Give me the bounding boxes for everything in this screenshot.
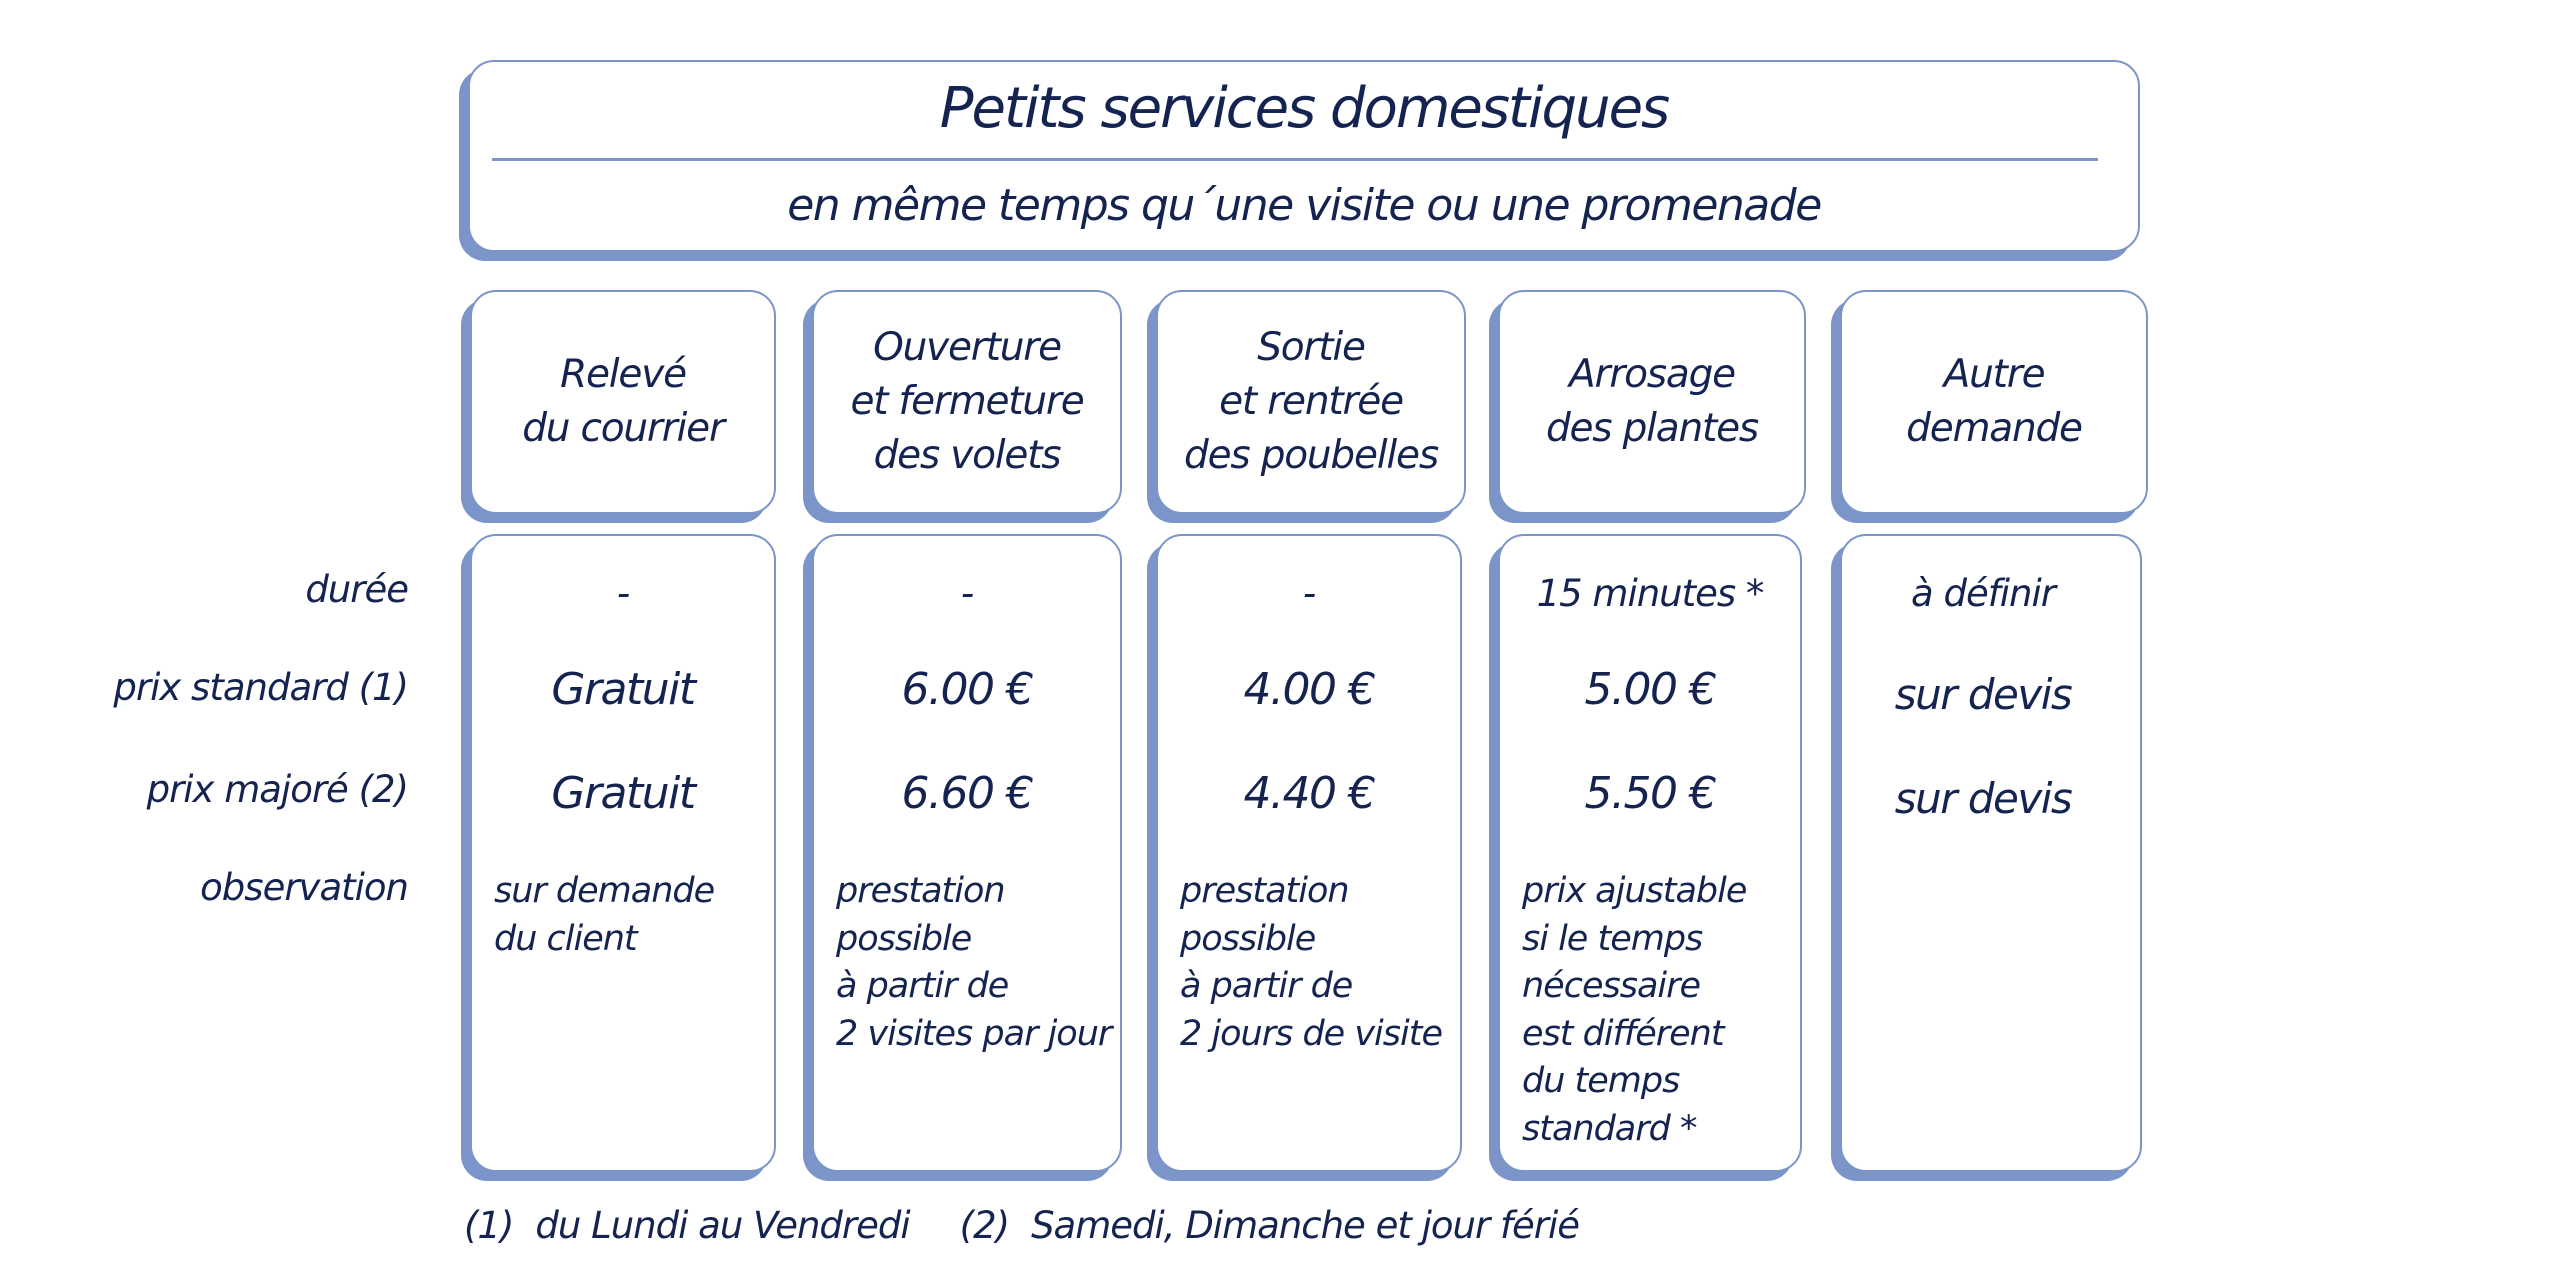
observation-text [1180,868,1442,1058]
standard-price-value: 4.00 € [1243,664,1375,715]
row-label-increased-price: prix majoré (2) [146,768,408,811]
increased-price-value: sur devis [1894,774,2072,823]
observation-line: du client [494,918,637,959]
observation-text [1522,868,1746,1153]
service-header-plants [1498,290,1806,514]
service-body-plants [1498,534,1802,1172]
page-subtitle: en même temps qu´une visite ou une promenade [787,180,1821,231]
observation-line: possible [836,918,972,959]
observation-line: si le temps [1522,918,1703,959]
service-title-line: des plantes [1545,406,1759,451]
service-title-line: demande [1906,406,2082,451]
footnote-2-text: Samedi, Dimanche et jour férié [1031,1204,1579,1247]
service-header-other [1840,290,2148,514]
observation-line: nécessaire [1522,966,1701,1006]
row-label-duration: durée [305,568,408,611]
observation-line: possible [1180,918,1316,959]
service-title-line: et rentrée [1219,379,1403,424]
page-title: Petits services domestiques [939,76,1669,141]
observation-line: à partir de [1180,966,1353,1006]
observation-line: 2 jours de visite [1180,1013,1442,1054]
standard-price-value: sur devis [1894,670,2072,719]
observation-text [494,868,714,963]
standard-price-value: 6.00 € [901,664,1033,715]
observation-line: à partir de [836,966,1009,1006]
increased-price-value: 6.60 € [901,768,1033,819]
footnote-2-number: (2) [959,1204,1010,1247]
increased-price-value: Gratuit [551,768,695,819]
service-body-bins [1156,534,1462,1172]
footnotes [464,1204,1579,1247]
service-title-line: Arrosage [1569,352,1735,397]
service-header-mail [470,290,776,514]
standard-price-value: Gratuit [551,664,695,715]
row-label-observation: observation [200,866,408,909]
service-title-line: et fermeture [850,379,1084,424]
observation-line: standard * [1522,1108,1697,1149]
row-label-standard-price: prix standard (1) [113,666,408,709]
service-title-line: Ouverture [873,325,1061,370]
footnote-1-number: (1) [464,1204,514,1247]
observation-line: prestation [1180,871,1349,911]
service-body-other [1840,534,2142,1172]
standard-price-value: 5.00 € [1584,664,1716,715]
duration-value: - [960,572,974,615]
title-divider [492,158,2098,161]
service-header-bins [1156,290,1466,514]
footnote-1-text: du Lundi au Vendredi [535,1204,910,1247]
observation-line: sur demande [494,871,715,911]
duration-value: 15 minutes * [1536,572,1764,615]
service-title-line: Sortie [1257,325,1365,370]
increased-price-value: 5.50 € [1584,768,1716,819]
increased-price-value: 4.40 € [1243,768,1375,819]
service-body-mail [470,534,776,1172]
service-title-line: du courrier [522,406,724,451]
duration-value: à définir [1911,572,2055,615]
service-title-line: Relevé [560,352,686,397]
observation-line: du temps [1522,1061,1680,1101]
service-header-shutters [812,290,1122,514]
service-title-line: des poubelles [1184,433,1438,478]
service-body-shutters [812,534,1122,1172]
observation-line: prix ajustable [1522,871,1747,911]
observation-line: 2 visites par jour [836,1013,1112,1054]
header-card [468,60,2140,252]
observation-line: est différent [1522,1013,1724,1054]
duration-value: - [1302,572,1316,615]
observation-text [836,868,1111,1058]
service-title-line: Autre [1943,352,2045,397]
service-title-line: des volets [873,433,1061,478]
observation-line: prestation [836,871,1005,911]
duration-value: - [616,572,630,615]
